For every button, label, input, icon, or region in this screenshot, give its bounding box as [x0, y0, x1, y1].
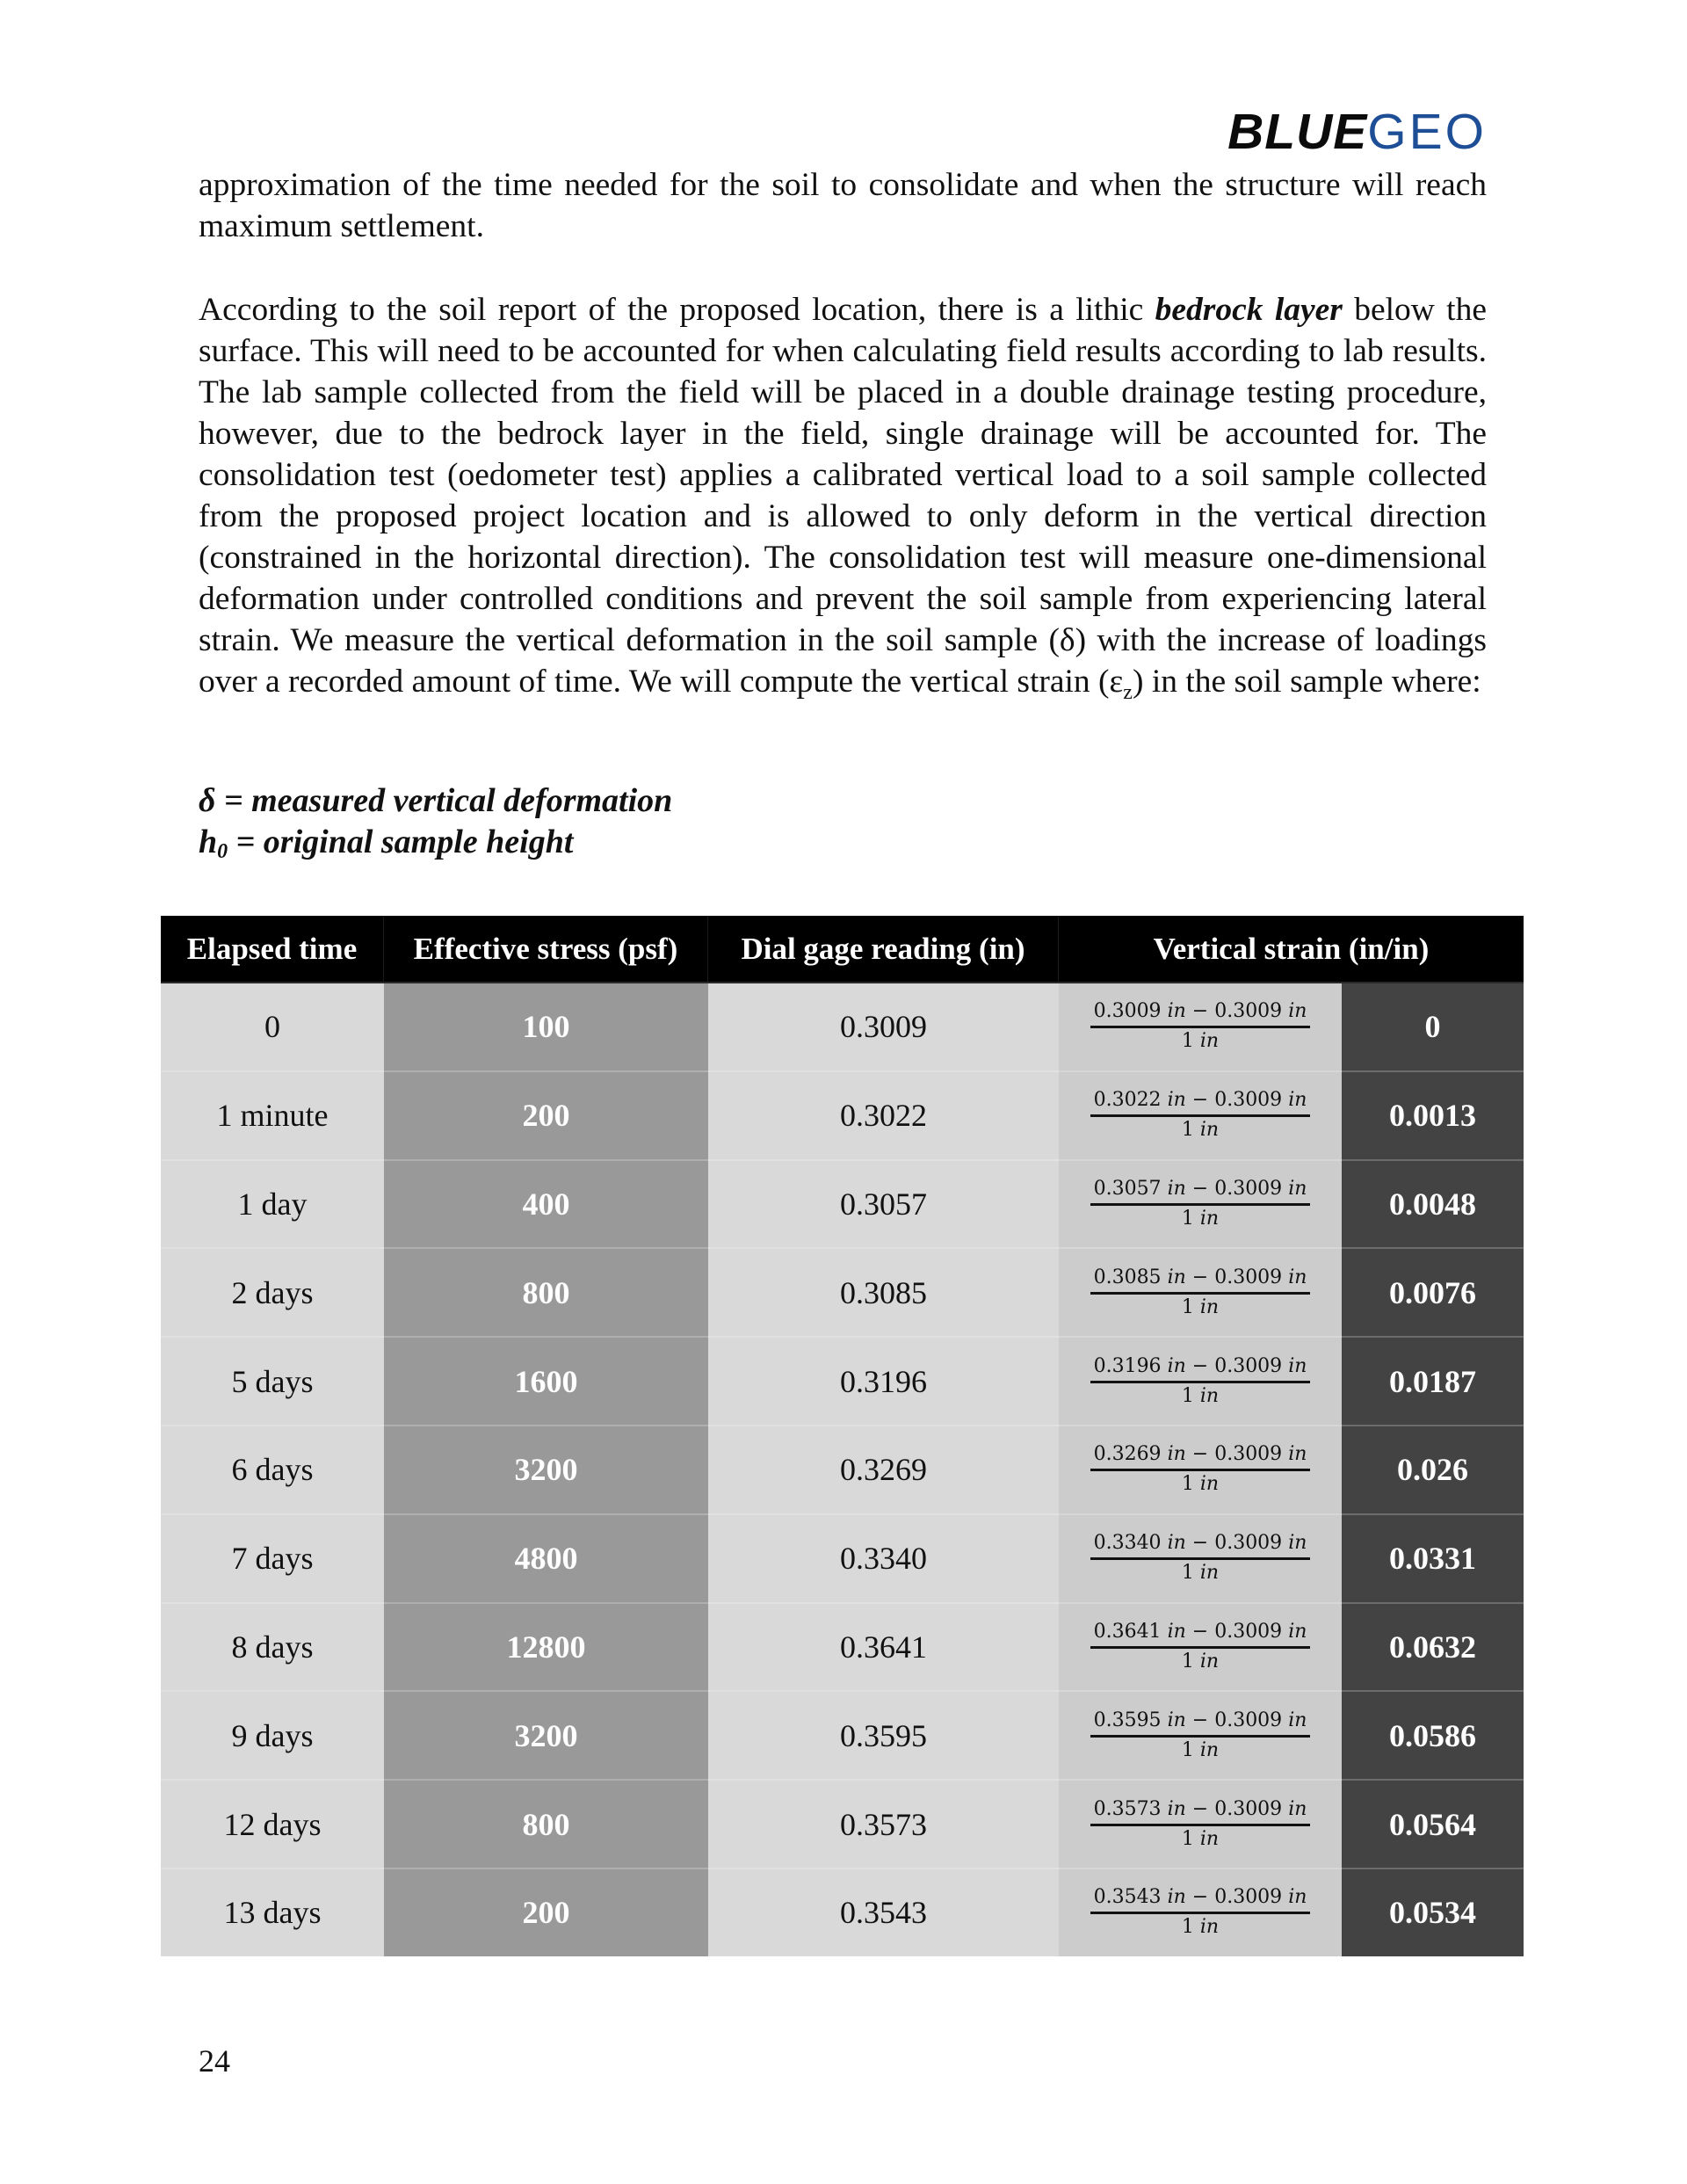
elapsed-time-cell: 9 days — [161, 1690, 384, 1779]
table-row — [161, 1602, 1524, 1691]
header-dial-gage-reading: Dial gage reading (in) — [708, 916, 1059, 982]
table-row — [161, 1690, 1524, 1779]
definition-h0 — [199, 822, 672, 863]
strain-formula-cell — [1059, 1336, 1342, 1425]
fraction-denominator: 1 in — [1181, 1562, 1220, 1585]
fraction-denominator: 1 in — [1181, 1827, 1220, 1850]
fraction-denominator: 1 in — [1181, 1650, 1220, 1672]
elapsed-time-cell: 1 day — [161, 1159, 384, 1248]
effective-stress-cell: 1600 — [384, 1336, 708, 1425]
vertical-strain-cell: 0.026 — [1342, 1425, 1524, 1513]
h-subscript: 0 — [217, 840, 228, 863]
dial-gage-cell: 0.3340 — [708, 1513, 1059, 1602]
elapsed-time-cell: 7 days — [161, 1513, 384, 1602]
vertical-strain-cell: 0.0187 — [1342, 1336, 1524, 1425]
strain-formula-cell — [1059, 1159, 1342, 1248]
elapsed-time-cell: 8 days — [161, 1602, 384, 1691]
strain-formula-cell — [1059, 1690, 1342, 1779]
dial-gage-cell: 0.3022 — [708, 1070, 1059, 1159]
dial-gage-cell: 0.3543 — [708, 1868, 1059, 1956]
elapsed-time-cell: 5 days — [161, 1336, 384, 1425]
dial-gage-cell: 0.3009 — [708, 982, 1059, 1070]
table-row — [161, 1513, 1524, 1602]
consolidation-test-table — [161, 916, 1524, 1956]
vertical-strain-cell: 0.0076 — [1342, 1247, 1524, 1336]
dial-gage-cell: 0.3641 — [708, 1602, 1059, 1691]
fraction-numerator: 0.3543 in − 0.3009 in — [1090, 1884, 1311, 1914]
fraction-denominator: 1 in — [1181, 1207, 1220, 1230]
strain-fraction — [1090, 1708, 1311, 1764]
fraction-denominator: 1 in — [1181, 1030, 1220, 1053]
dial-gage-cell: 0.3573 — [708, 1779, 1059, 1868]
effective-stress-cell: 100 — [384, 982, 708, 1070]
fraction-denominator: 1 in — [1181, 1738, 1220, 1761]
definition-h0-text: = original sample height — [228, 824, 574, 860]
strain-formula-cell — [1059, 1602, 1342, 1691]
dial-gage-cell: 0.3085 — [708, 1247, 1059, 1336]
strain-formula-cell — [1059, 982, 1342, 1070]
vertical-strain-cell: 0 — [1342, 982, 1524, 1070]
delta-symbol: δ — [199, 782, 216, 819]
definition-delta — [199, 780, 672, 822]
table-row — [161, 1779, 1524, 1868]
vertical-strain-cell: 0.0048 — [1342, 1159, 1524, 1248]
fraction-denominator: 1 in — [1181, 1916, 1220, 1939]
table-row — [161, 1247, 1524, 1336]
strain-fraction — [1090, 1441, 1311, 1498]
effective-stress-cell: 12800 — [384, 1602, 708, 1691]
elapsed-time-cell: 6 days — [161, 1425, 384, 1513]
elapsed-time-cell: 2 days — [161, 1247, 384, 1336]
fraction-numerator: 0.3641 in − 0.3009 in — [1090, 1619, 1311, 1649]
vertical-strain-cell: 0.0013 — [1342, 1070, 1524, 1159]
table-row — [161, 1070, 1524, 1159]
strain-fraction — [1090, 1884, 1311, 1941]
bedrock-layer-emphasis: bedrock layer — [1155, 292, 1343, 328]
fraction-numerator: 0.3022 in − 0.3009 in — [1090, 1087, 1311, 1117]
effective-stress-cell: 200 — [384, 1868, 708, 1956]
logo-geo-text: GEO — [1367, 104, 1487, 160]
paragraph1-text: approximation of the time needed for the soil to consolidate and when the structure will reach maximum settlement. — [199, 167, 1487, 244]
vertical-strain-cell: 0.0534 — [1342, 1868, 1524, 1956]
fraction-numerator: 0.3573 in − 0.3009 in — [1090, 1796, 1311, 1826]
dial-gage-cell: 0.3269 — [708, 1425, 1059, 1513]
fraction-denominator: 1 in — [1181, 1384, 1220, 1407]
table-row — [161, 1868, 1524, 1956]
dial-gage-cell: 0.3057 — [708, 1159, 1059, 1248]
strain-formula-cell — [1059, 1868, 1342, 1956]
page-number: 24 — [199, 2043, 230, 2079]
vertical-strain-cell: 0.0331 — [1342, 1513, 1524, 1602]
table-row — [161, 1159, 1524, 1248]
strain-fraction — [1090, 1530, 1311, 1586]
strain-fraction — [1090, 1796, 1311, 1853]
strain-fraction — [1090, 1087, 1311, 1143]
effective-stress-cell: 800 — [384, 1779, 708, 1868]
fraction-denominator: 1 in — [1181, 1119, 1220, 1142]
elapsed-time-cell: 0 — [161, 982, 384, 1070]
effective-stress-cell: 4800 — [384, 1513, 708, 1602]
strain-fraction — [1090, 1265, 1311, 1321]
strain-formula-cell — [1059, 1513, 1342, 1602]
vertical-strain-symbol — [1109, 664, 1133, 704]
definition-delta-text: = measured vertical deformation — [215, 782, 673, 819]
definitions-list — [199, 780, 672, 863]
fraction-numerator: 0.3085 in − 0.3009 in — [1090, 1265, 1311, 1295]
fraction-denominator: 1 in — [1181, 1295, 1220, 1318]
strain-formula-cell — [1059, 1247, 1342, 1336]
paragraph-soil-report — [199, 289, 1487, 702]
strain-formula-cell — [1059, 1779, 1342, 1868]
effective-stress-cell: 200 — [384, 1070, 708, 1159]
fraction-numerator: 0.3340 in − 0.3009 in — [1090, 1530, 1311, 1560]
paragraph2-before: According to the soil report of the proposed location, there is a lithic — [199, 292, 1155, 328]
fraction-numerator: 0.3269 in − 0.3009 in — [1090, 1441, 1311, 1471]
vertical-strain-cell: 0.0632 — [1342, 1602, 1524, 1691]
header-elapsed-time: Elapsed time — [161, 916, 384, 982]
effective-stress-cell: 3200 — [384, 1690, 708, 1779]
bluegeo-logo — [1227, 104, 1487, 160]
strain-formula-cell — [1059, 1425, 1342, 1513]
header-vertical-strain: Vertical strain (in/in) — [1153, 931, 1430, 966]
header-effective-stress: Effective stress (psf) — [384, 916, 708, 982]
effective-stress-cell: 400 — [384, 1159, 708, 1248]
fraction-numerator: 0.3057 in − 0.3009 in — [1090, 1176, 1311, 1206]
strain-fraction — [1090, 1619, 1311, 1675]
table-body — [161, 982, 1524, 1956]
table-row — [161, 1425, 1524, 1513]
elapsed-time-cell: 1 minute — [161, 1070, 384, 1159]
vertical-strain-cell: 0.0586 — [1342, 1690, 1524, 1779]
paragraph2-ending: ) in the soil sample where: — [1132, 664, 1481, 700]
effective-stress-cell: 3200 — [384, 1425, 708, 1513]
table-row — [161, 982, 1524, 1070]
epsilon-subscript: z — [1123, 681, 1133, 704]
strain-fraction — [1090, 998, 1311, 1055]
strain-fraction — [1090, 1353, 1311, 1410]
h-symbol: h — [199, 824, 218, 860]
fraction-numerator: 0.3009 in − 0.3009 in — [1090, 998, 1311, 1028]
vertical-strain-cell: 0.0564 — [1342, 1779, 1524, 1868]
table-row — [161, 1336, 1524, 1425]
table-header — [161, 916, 1524, 982]
elapsed-time-cell: 13 days — [161, 1868, 384, 1956]
dial-gage-cell: 0.3595 — [708, 1690, 1059, 1779]
paragraph-continuation — [199, 164, 1487, 247]
fraction-numerator: 0.3595 in − 0.3009 in — [1090, 1708, 1311, 1738]
fraction-numerator: 0.3196 in − 0.3009 in — [1090, 1353, 1311, 1383]
elapsed-time-cell: 12 days — [161, 1779, 384, 1868]
fraction-denominator: 1 in — [1181, 1473, 1220, 1496]
epsilon-symbol: ε — [1109, 664, 1124, 700]
logo-blue-text: BLUE — [1227, 104, 1368, 160]
strain-formula-cell — [1059, 1070, 1342, 1159]
effective-stress-cell: 800 — [384, 1247, 708, 1336]
paragraph2-after: below the surface. This will need to be accounted for when calculating field results according to lab results. The lab sample collected from the field will be placed in a double drainage testing procedure, however, due to the bedrock layer in the field, single drainage will be accounted for. The consolidation test (oedometer test) applies a calibrated vertical load to a soil sample collected from the proposed project location and is allowed to only deform in the vertical direction (constrained in the horizontal direction). The consolidation test will measure one-dimensional deformation under controlled conditions and prevent the soil sample from experiencing lateral strain. We measure the vertical deformation in the soil sample (δ) with the increase of loadings over a recorded amount of time. We will compute the vertical strain ( — [199, 292, 1487, 700]
dial-gage-cell: 0.3196 — [708, 1336, 1059, 1425]
strain-fraction — [1090, 1176, 1311, 1232]
